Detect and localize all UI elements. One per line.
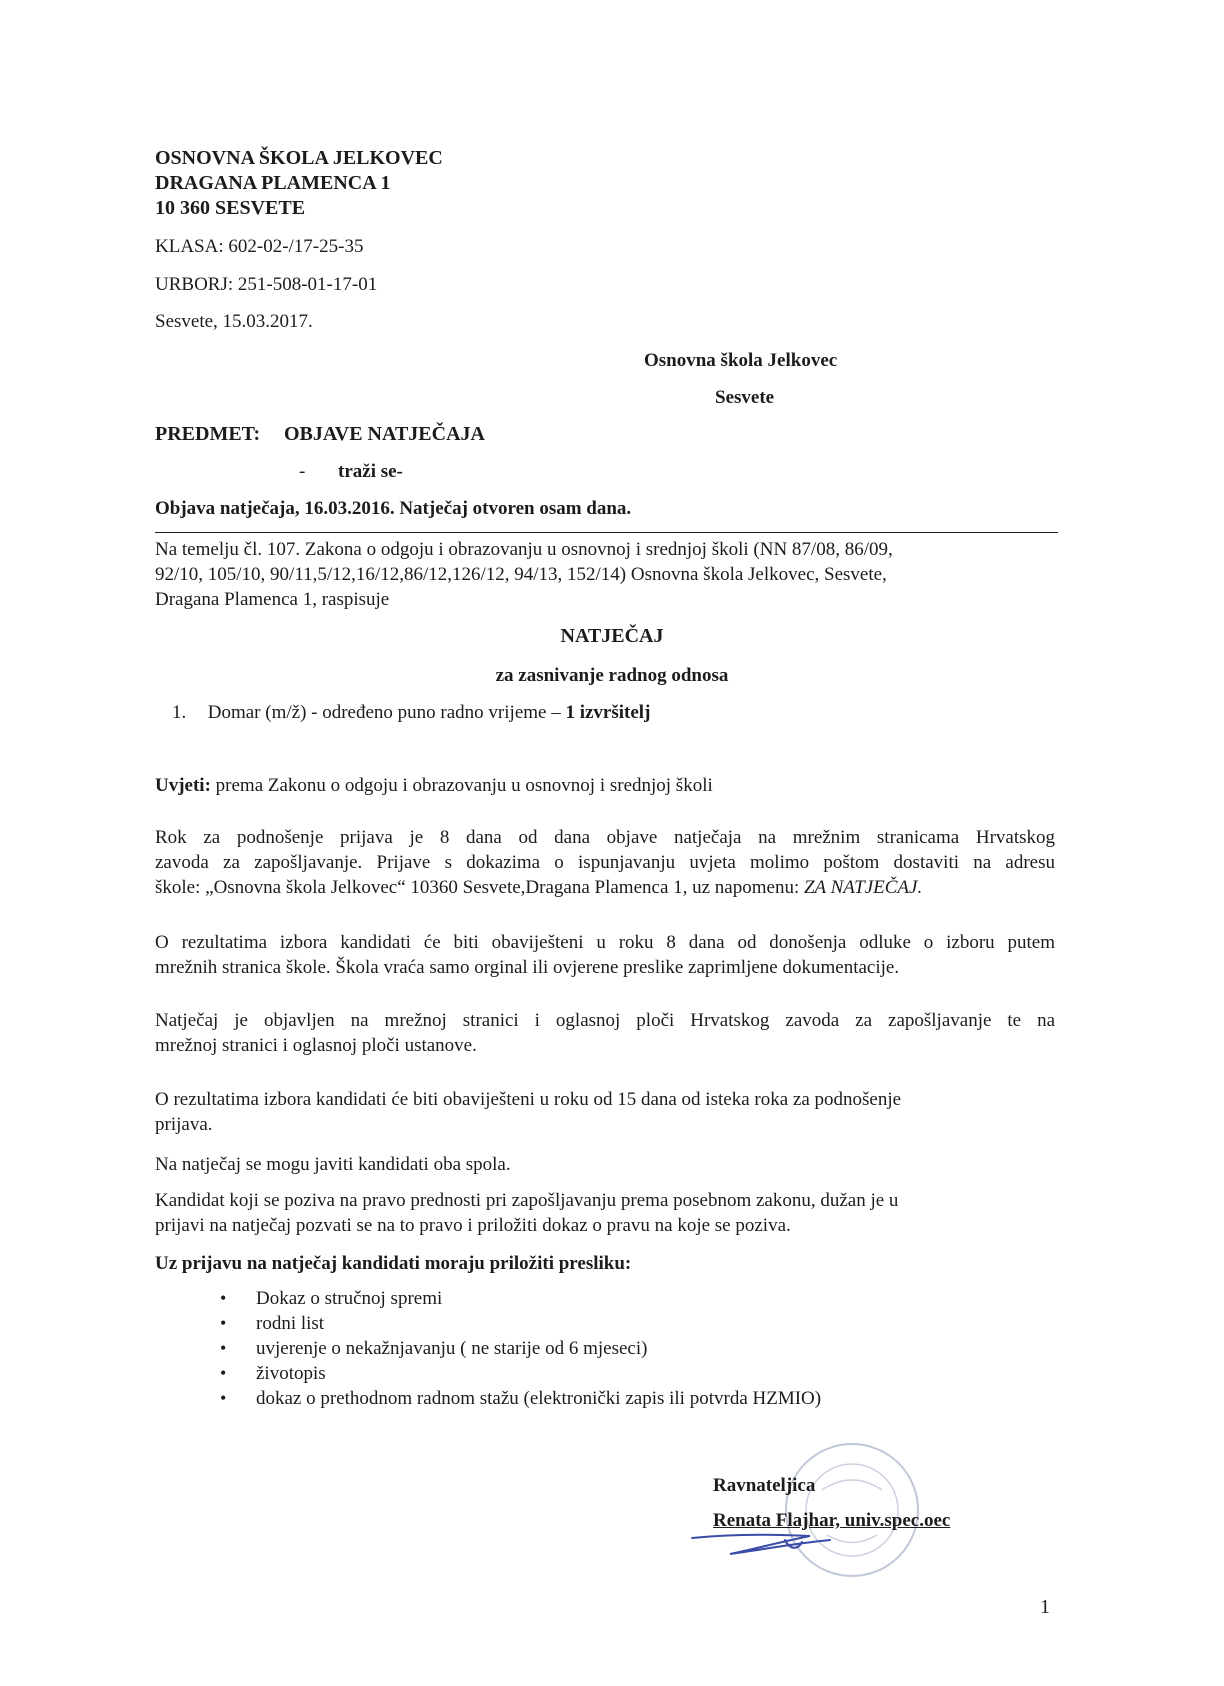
attachments-list [220, 1286, 821, 1411]
recipient-name: Osnovna škola Jelkovec [644, 350, 838, 371]
results2-line: prijava. [155, 1114, 213, 1135]
intro-line: Na temelju čl. 107. Zakona o odgoju i obrazovanju u osnovnoj i srednjoj školi (NN 87/08, 86/09, [155, 539, 893, 560]
deadline-line: zavoda za zapošljavanje. Prijave s dokazima o ispunjavanju uvjeta molimo poštom dostaviti na adresu [155, 852, 1055, 873]
results-paragraph [155, 930, 1055, 980]
natjecaj-title: NATJEČAJ [560, 625, 664, 647]
priority-paragraph [155, 1188, 1015, 1238]
urbroj: URBORJ: 251-508-01-17-01 [155, 274, 378, 295]
intro-line: 92/10, 105/10, 90/11,5/12,16/12,86/12,126/12, 94/13, 152/14) Osnovna škola Jelkovec, Sesvete, [155, 564, 887, 585]
recipient-city: Sesvete [715, 387, 775, 408]
priority-line: Kandidat koji se poziva na pravo prednosti pri zapošljavanju prema posebnom zakonu, dužan je u [155, 1190, 899, 1211]
signature-title: Ravnateljica [713, 1475, 816, 1496]
position-count: 1 izvršitelj [565, 702, 651, 723]
deadline-line-text: škole: „Osnovna škola Jelkovec“ 10360 Sesvete,Dragana Plamenca 1, uz napomenu: [155, 877, 804, 898]
conditions-text: prema Zakonu o odgoju i obrazovanju u osnovnoj i srednjoj školi [210, 775, 713, 796]
results-line: mrežnih stranica škole. Škola vraća samo orginal ili ovjerene preslike zaprimljene dokumentacije. [155, 957, 900, 978]
subject-seek: traži se- [338, 461, 403, 482]
signatory-name: Renata Flajhar, univ.spec.oec [713, 1510, 951, 1531]
deadline-note: ZA NATJEČAJ. [803, 877, 923, 898]
results2-paragraph [155, 1087, 1015, 1137]
subject-title: OBJAVE NATJEČAJA [284, 423, 485, 445]
attachments-heading: Uz prijavu na natječaj kandidati moraju priložiti presliku: [155, 1253, 632, 1274]
results2-line: O rezultatima izbora kandidati će biti obaviješteni u roku od 15 dana od isteka roka za podnošenje [155, 1089, 902, 1110]
announcement: Objava natječaja, 16.03.2016. Natječaj otvoren osam dana. [155, 498, 632, 519]
position-item [172, 700, 650, 725]
school-address: DRAGANA PLAMENCA 1 [155, 172, 391, 194]
conditions [155, 773, 713, 798]
divider-line [155, 532, 1058, 533]
position-number: 1. [172, 702, 187, 723]
place-date: Sesvete, 15.03.2017. [155, 311, 313, 332]
intro-line: Dragana Plamenca 1, raspisuje [155, 589, 390, 610]
intro-paragraph [155, 537, 1040, 612]
page-number: 1 [1040, 1596, 1050, 1618]
school-city: 10 360 SESVETE [155, 197, 306, 219]
klasa: KLASA: 602-02-/17-25-35 [155, 236, 364, 257]
published-line: mrežnoj stranici i oglasnoj ploči ustanove. [155, 1035, 477, 1056]
gender-note: Na natječaj se mogu javiti kandidati oba spola. [155, 1154, 511, 1175]
position-text: Domar (m/ž) - određeno puno radno vrijeme – [207, 702, 566, 723]
priority-line: prijavi na natječaj pozvati se na to pravo i priložiti dokaz o pravu na koje se poziva. [155, 1215, 791, 1236]
conditions-label: Uvjeti: [155, 775, 211, 796]
list-item: • Dokaz o stručnoj spremi [220, 1286, 821, 1311]
subject-dash: - [299, 461, 306, 482]
natjecaj-subtitle: za zasnivanje radnog odnosa [495, 665, 729, 686]
deadline-paragraph [155, 825, 1055, 900]
handwritten-signature [690, 1520, 880, 1570]
subject-label: PREDMET: [155, 423, 261, 445]
published-paragraph [155, 1008, 1055, 1058]
list-item: • životopis [220, 1361, 821, 1386]
deadline-line-last [155, 875, 1055, 900]
list-item: • dokaz o prethodnom radnom stažu (elektronički zapis ili potvrda HZMIO) [220, 1386, 821, 1411]
list-item: • rodni list [220, 1311, 821, 1336]
published-line: Natječaj je objavljen na mrežnoj stranici i oglasnoj ploči Hrvatskog zavoda za zapošljavanje te na [155, 1010, 1055, 1031]
results-line: O rezultatima izbora kandidati će biti obaviješteni u roku 8 dana od donošenja odluke o izboru putem [155, 932, 1055, 953]
deadline-line: Rok za podnošenje prijava je 8 dana od dana objave natječaja na mrežnim stranicama Hrvatskog [155, 827, 1055, 848]
list-item: • uvjerenje o nekažnjavanju ( ne starije od 6 mjeseci) [220, 1336, 821, 1361]
school-name: OSNOVNA ŠKOLA JELKOVEC [155, 147, 443, 169]
